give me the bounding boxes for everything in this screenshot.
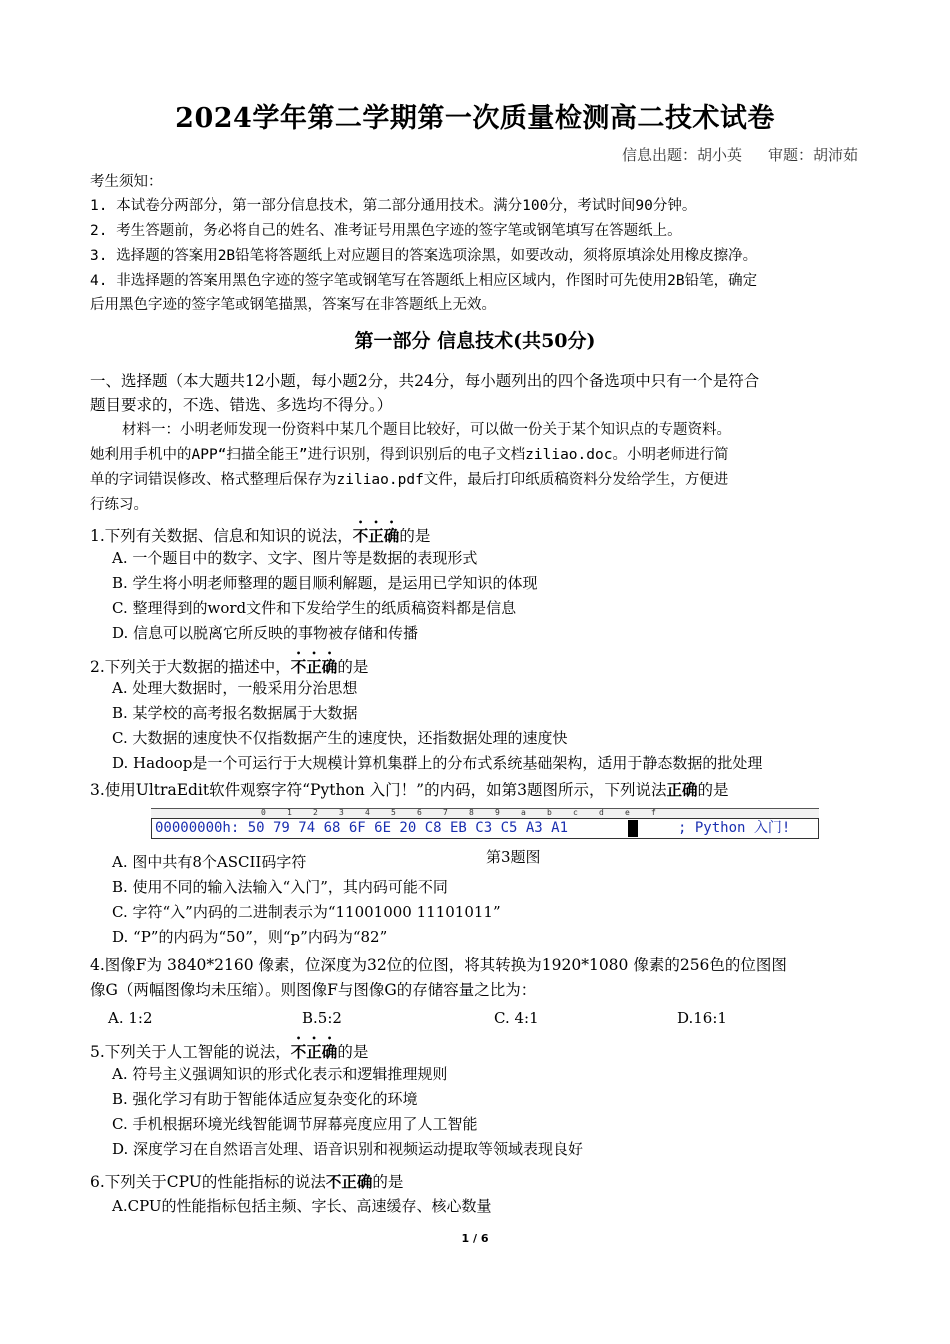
question-6-stem: 6.下列关于CPU的性能指标的说法不正确的是 — [90, 1173, 404, 1191]
notice-item-2: 2. 考生答题前，务必将自己的姓名、准考证号用黑色字迹的签字笔或钢笔填写在答题纸上。 — [90, 223, 682, 239]
question-1-stem: 1.下列有关数据、信息和知识的说法，不正确的是 — [90, 527, 431, 545]
setter-label: 信息出题：胡小英 — [621, 146, 742, 164]
q6-option-a: A.CPU的性能指标包括主频、字长、高速缓存、核心数量 — [112, 1197, 492, 1215]
emphasis-mark: 正确 — [666, 781, 698, 799]
q5-option-b: B. 强化学习有助于智能体适应复杂变化的环境 — [112, 1090, 418, 1108]
reviewer-label: 审题：胡沛茹 — [767, 146, 858, 164]
q4-option-c: C. 4:1 — [494, 1009, 539, 1027]
notice-item-3: 3. 选择题的答案用2B铅笔将答题纸上对应题目的答案选项涂黑，如要改动，须将原填涂处用橡皮擦净。 — [90, 248, 758, 264]
figure-3-caption: 第3题图 — [486, 848, 541, 866]
emphasis-mark: 不正确 — [352, 527, 400, 545]
question-4-line-1: 4.图像F为 3840*2160 像素，位深度为32位的位图，将其转换为1920*1080 像素的256色的位图图 — [90, 956, 787, 974]
exam-title: 2024学年第二学期第一次质量检测高二技术试卷 — [175, 103, 775, 134]
hex-viewer-figure — [151, 808, 819, 838]
hex-ascii-column: ; Python 入门! — [678, 820, 791, 836]
q4-option-b: B.5:2 — [302, 1009, 342, 1027]
q4-option-a: A. 1:2 — [108, 1009, 153, 1027]
notice-heading: 考生须知： — [90, 174, 163, 190]
hex-bytes: 00000000h: 50 79 74 68 6F 6E 20 C8 EB C3 C5 A3 A1 — [155, 820, 569, 836]
emphasis-mark: 不正确 — [290, 1043, 338, 1061]
q5-option-c: C. 手机根据环境光线智能调节屏幕亮度应用了人工智能 — [112, 1115, 478, 1133]
q3-option-b: B. 使用不同的输入法输入“入门”，其内码可能不同 — [112, 878, 448, 896]
notice-item-4-cont: 后用黑色字迹的签字笔或钢笔描黑，答案写在非答题纸上无效。 — [90, 297, 496, 313]
q2-option-d: D. Hadoop是一个可运行于大规模计算机集群上的分布式系统基础架构，适用于静态数据的批处理 — [112, 754, 763, 772]
q1-option-a: A. 一个题目中的数字、文字、图片等是数据的表现形式 — [112, 549, 478, 567]
page-number: 1 / 6 — [461, 1232, 489, 1245]
question-4-line-2: 像G（两幅图像均未压缩）。则图像F与图像G的存储容量之比为： — [90, 981, 537, 999]
q2-option-c: C. 大数据的速度快不仅指数据产生的速度快，还指数据处理的速度快 — [112, 729, 568, 747]
notice-item-4: 4. 非选择题的答案用黑色字迹的签字笔或钢笔写在答题纸上相应区域内，作图时可先使用2B铅笔，确定 — [90, 273, 758, 289]
part-title: 第一部分 信息技术(共50分) — [354, 330, 596, 352]
q1-option-b: B. 学生将小明老师整理的题目顺利解题，是运用已学知识的体现 — [112, 574, 538, 592]
text-cursor — [628, 820, 638, 837]
question-3-stem: 3.使用UltraEdit软件观察字符“Python 入门！”的内码，如第3题图所示，下列说法正确的是 — [90, 781, 729, 799]
q2-option-b: B. 某学校的高考报名数据属于大数据 — [112, 704, 358, 722]
q4-option-d: D.16:1 — [677, 1009, 727, 1027]
section-intro-line-1: 一、选择题（本大题共12小题，每小题2分，共24分，每小题列出的四个备选项中只有一个是符合 — [90, 372, 760, 390]
notice-item-1: 1. 本试卷分两部分，第一部分信息技术，第二部分通用技术。满分100分，考试时间90分钟。 — [90, 198, 697, 214]
q3-option-a: A. 图中共有8个ASCII码字符 — [112, 853, 307, 871]
q1-option-d: D. 信息可以脱离它所反映的事物被存储和传播 — [112, 624, 419, 642]
emphasis-mark: 不正确 — [290, 658, 338, 676]
material-line-1: 材料一：小明老师发现一份资料中某几个题目比较好，可以做一份关于某个知识点的专题资料。 — [122, 422, 731, 438]
material-line-2: 她利用手机中的APP“扫描全能王”进行识别，得到识别后的电子文档ziliao.doc。小明老师进行简 — [90, 447, 729, 463]
q5-option-a: A. 符号主义强调知识的形式化表示和逻辑推理规则 — [112, 1065, 448, 1083]
emphasis-mark: 不正确 — [325, 1173, 373, 1191]
material-line-3: 单的字词错误修改、格式整理后保存为ziliao.pdf文件，最后打印纸质稿资料分发给学生，方便进 — [90, 472, 729, 488]
q2-option-a: A. 处理大数据时，一般采用分治思想 — [112, 679, 358, 697]
question-2-stem: 2.下列关于大数据的描述中，不正确的是 — [90, 658, 369, 676]
q3-option-c: C. 字符“入”内码的二进制表示为“11001000 11101011” — [112, 903, 501, 921]
question-5-stem: 5.下列关于人工智能的说法，不正确的是 — [90, 1043, 369, 1061]
hex-column-ruler: 0 1 2 3 4 5 6 7 8 9 a b c d e f — [151, 808, 819, 820]
author-line — [622, 144, 858, 165]
q3-option-d: D. “P”的内码为“50”，则“p”内码为“82” — [112, 928, 388, 946]
material-line-4: 行练习。 — [90, 497, 148, 513]
hex-data-line — [151, 818, 819, 839]
section-intro-line-2: 题目要求的，不选、错选、多选均不得分。） — [90, 396, 393, 414]
q5-option-d: D. 深度学习在自然语言处理、语音识别和视频运动提取等领域表现良好 — [112, 1140, 584, 1158]
q1-option-c: C. 整理得到的word文件和下发给学生的纸质稿资料都是信息 — [112, 599, 517, 617]
